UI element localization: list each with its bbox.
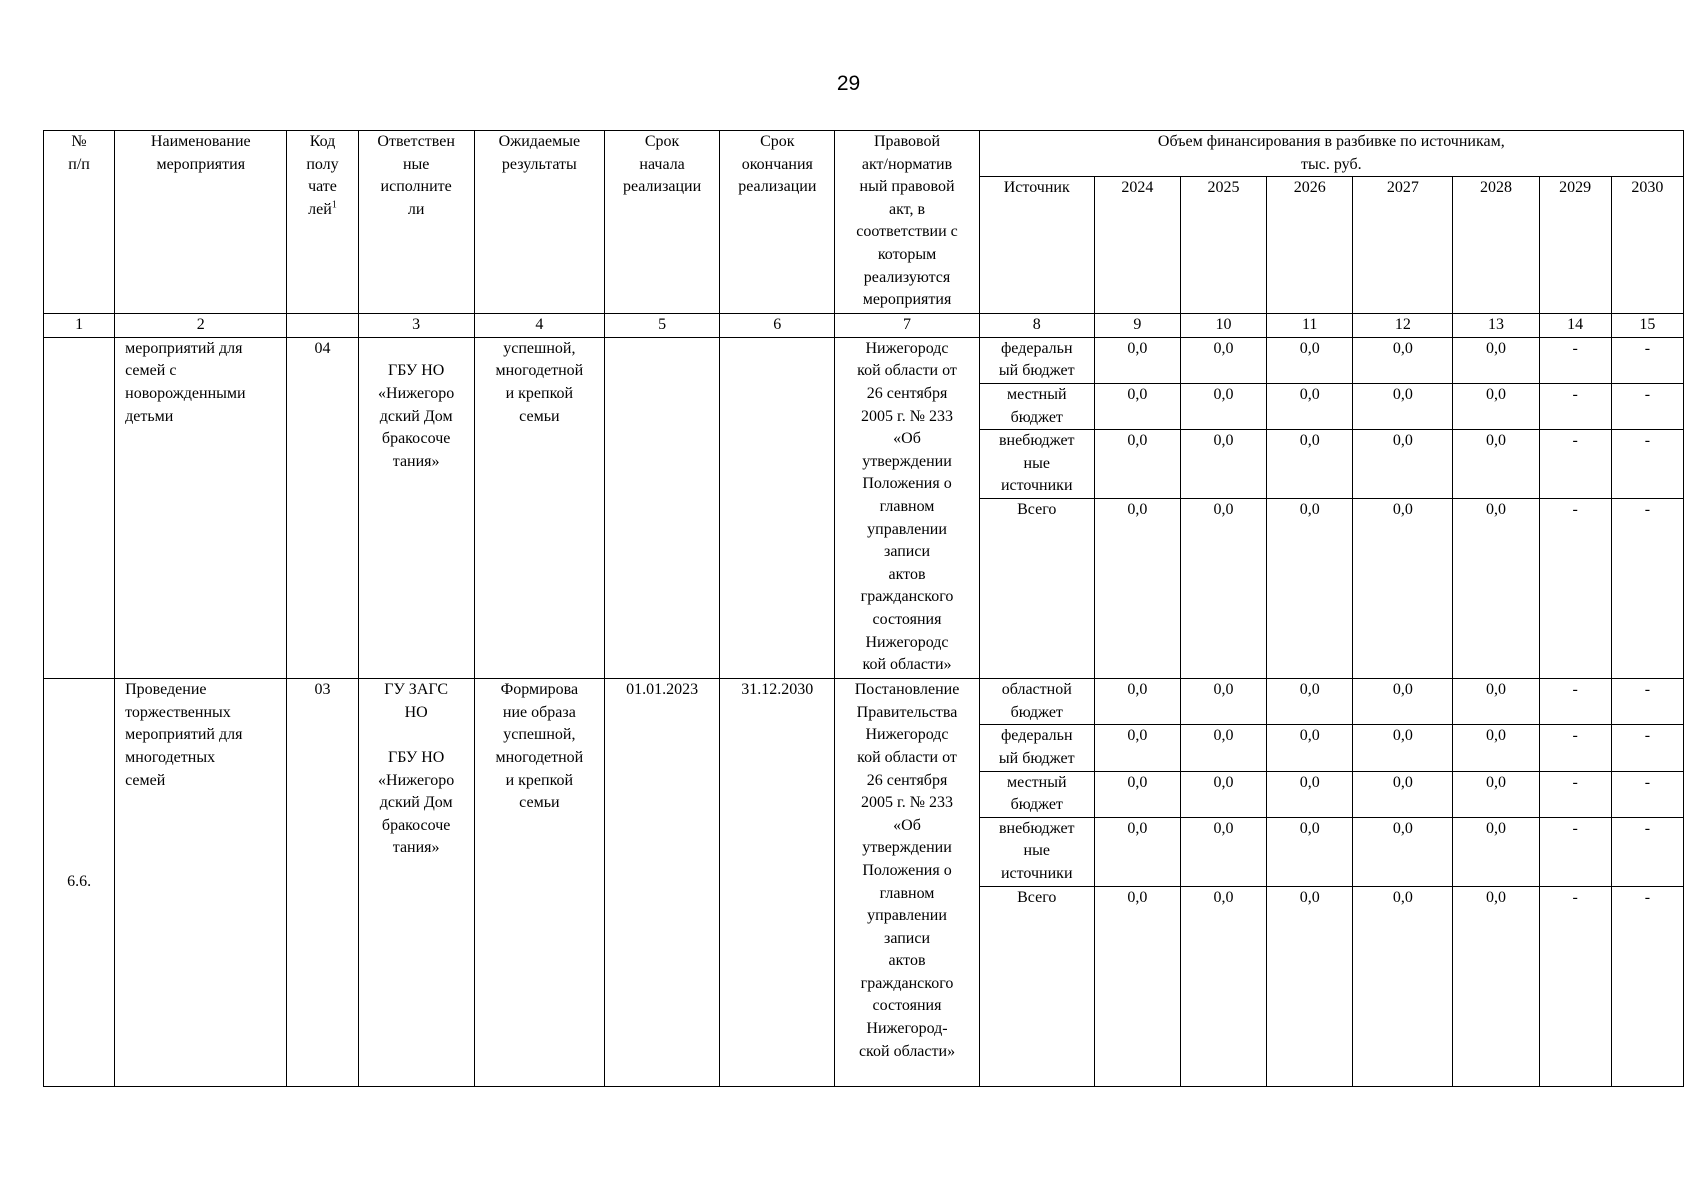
value-cell: -: [1611, 771, 1683, 817]
value-cell: 0,0: [1353, 817, 1453, 886]
source-name: областной бюджет: [979, 679, 1094, 725]
value-cell: 0,0: [1180, 499, 1266, 679]
row2-num: 6.6.: [44, 679, 115, 1087]
header-code-text: Код полу чате лей: [306, 133, 339, 218]
column-number: 10: [1180, 314, 1266, 338]
value-cell: -: [1539, 725, 1611, 771]
header-legal-act: Правовой акт/норматив ный правовой акт, в соответствии с которым реализуются мероприятия: [835, 131, 979, 314]
value-cell: 0,0: [1094, 817, 1180, 886]
value-cell: 0,0: [1453, 499, 1539, 679]
source-name: местный бюджет: [979, 771, 1094, 817]
value-cell: -: [1611, 430, 1683, 499]
value-cell: 0,0: [1267, 725, 1353, 771]
value-cell: -: [1611, 886, 1683, 1086]
value-cell: -: [1539, 771, 1611, 817]
header-num: № п/п: [44, 131, 115, 314]
value-cell: 0,0: [1267, 886, 1353, 1086]
header-funding: Объем финансирования в разбивке по источникам, тыс. руб.: [979, 131, 1683, 177]
value-cell: 0,0: [1094, 383, 1180, 429]
value-cell: 0,0: [1453, 886, 1539, 1086]
row1-code: 04: [287, 337, 358, 678]
value-cell: 0,0: [1453, 725, 1539, 771]
header-name: Наименование мероприятия: [115, 131, 287, 314]
column-number: 6: [720, 314, 835, 338]
value-cell: 0,0: [1180, 430, 1266, 499]
row2-end: 31.12.2030: [720, 679, 835, 1087]
header-code-footnote: 1: [331, 199, 337, 211]
header-source: Источник: [979, 177, 1094, 314]
header-start: Срок начала реализации: [604, 131, 719, 314]
value-cell: 0,0: [1180, 725, 1266, 771]
value-cell: -: [1539, 337, 1611, 383]
value-cell: -: [1539, 383, 1611, 429]
value-cell: 0,0: [1353, 886, 1453, 1086]
value-cell: 0,0: [1353, 337, 1453, 383]
value-cell: 0,0: [1094, 725, 1180, 771]
column-number: 15: [1611, 314, 1683, 338]
column-number: 3: [358, 314, 474, 338]
header-year: 2030: [1611, 177, 1683, 314]
source-name: федеральн ый бюджет: [979, 337, 1094, 383]
value-cell: 0,0: [1180, 383, 1266, 429]
value-cell: 0,0: [1353, 383, 1453, 429]
source-name: Всего: [979, 886, 1094, 1086]
value-cell: -: [1611, 337, 1683, 383]
value-cell: 0,0: [1453, 337, 1539, 383]
value-cell: 0,0: [1180, 679, 1266, 725]
value-cell: -: [1611, 725, 1683, 771]
value-cell: -: [1611, 383, 1683, 429]
row1-end: [720, 337, 835, 678]
value-cell: 0,0: [1180, 771, 1266, 817]
source-name: Всего: [979, 499, 1094, 679]
row2-start: 01.01.2023: [604, 679, 719, 1087]
header-year: 2029: [1539, 177, 1611, 314]
value-cell: -: [1539, 886, 1611, 1086]
column-number: 9: [1094, 314, 1180, 338]
table-row: [44, 679, 1684, 725]
header-year: 2024: [1094, 177, 1180, 314]
value-cell: 0,0: [1267, 337, 1353, 383]
column-number: 5: [604, 314, 719, 338]
row2-results: Формирова ние образа успешной, многодетной и крепкой семьи: [474, 679, 604, 1087]
value-cell: 0,0: [1353, 499, 1453, 679]
source-name: внебюджет ные источники: [979, 430, 1094, 499]
row2-responsible: ГУ ЗАГС НО ГБУ НО «Нижегоро дский Дом бракосоче тания»: [358, 679, 474, 1087]
row1-start: [604, 337, 719, 678]
header-results: Ожидаемые результаты: [474, 131, 604, 314]
value-cell: 0,0: [1453, 817, 1539, 886]
value-cell: -: [1611, 679, 1683, 725]
value-cell: 0,0: [1453, 771, 1539, 817]
column-number: 1: [44, 314, 115, 338]
row1-name: мероприятий для семей с новорожденными детьми: [115, 337, 287, 678]
column-number: 11: [1267, 314, 1353, 338]
value-cell: 0,0: [1267, 383, 1353, 429]
value-cell: 0,0: [1453, 679, 1539, 725]
value-cell: -: [1539, 499, 1611, 679]
value-cell: -: [1539, 817, 1611, 886]
table-row: [44, 337, 1684, 383]
header-year: 2028: [1453, 177, 1539, 314]
row1-legal-act: Нижегородс кой области от 26 сентября 2005 г. № 233 «Об утверждении Положения о главном управлении записи актов гражданского состояния Нижегородс кой области»: [835, 337, 979, 678]
column-number: 14: [1539, 314, 1611, 338]
header-year: 2026: [1267, 177, 1353, 314]
value-cell: -: [1611, 499, 1683, 679]
value-cell: 0,0: [1267, 817, 1353, 886]
value-cell: -: [1539, 430, 1611, 499]
value-cell: 0,0: [1180, 817, 1266, 886]
header-end: Срок окончания реализации: [720, 131, 835, 314]
column-number-row: [44, 314, 1684, 338]
value-cell: 0,0: [1180, 337, 1266, 383]
value-cell: 0,0: [1453, 430, 1539, 499]
value-cell: 0,0: [1267, 679, 1353, 725]
value-cell: 0,0: [1353, 430, 1453, 499]
column-number: 12: [1353, 314, 1453, 338]
column-number: [287, 314, 358, 338]
activities-table: [43, 130, 1684, 1087]
value-cell: 0,0: [1353, 771, 1453, 817]
value-cell: 0,0: [1094, 886, 1180, 1086]
value-cell: 0,0: [1180, 886, 1266, 1086]
value-cell: 0,0: [1353, 679, 1453, 725]
page-number: 29: [836, 72, 861, 95]
source-name: внебюджет ные источники: [979, 817, 1094, 886]
value-cell: -: [1539, 679, 1611, 725]
source-name: местный бюджет: [979, 383, 1094, 429]
row1-results: успешной, многодетной и крепкой семьи: [474, 337, 604, 678]
column-number: 13: [1453, 314, 1539, 338]
value-cell: 0,0: [1267, 771, 1353, 817]
header-responsible: Ответствен ные исполните ли: [358, 131, 474, 314]
value-cell: 0,0: [1094, 771, 1180, 817]
value-cell: -: [1611, 817, 1683, 886]
column-number: 4: [474, 314, 604, 338]
value-cell: 0,0: [1267, 430, 1353, 499]
value-cell: 0,0: [1094, 430, 1180, 499]
row2-legal-act: Постановление Правительства Нижегородс кой области от 26 сентября 2005 г. № 233 «Об утверждении Положения о главном управлении записи актов гражданского состояния Нижегород- ской области»: [835, 679, 979, 1087]
header-year: 2025: [1180, 177, 1266, 314]
row2-code: 03: [287, 679, 358, 1087]
column-number: 2: [115, 314, 287, 338]
header-year: 2027: [1353, 177, 1453, 314]
column-number: 7: [835, 314, 979, 338]
value-cell: 0,0: [1094, 499, 1180, 679]
value-cell: 0,0: [1094, 337, 1180, 383]
header-code: [287, 131, 358, 314]
row1-num: [44, 337, 115, 678]
value-cell: 0,0: [1353, 725, 1453, 771]
row1-responsible: ГБУ НО «Нижегоро дский Дом бракосоче тания»: [358, 337, 474, 678]
column-number: 8: [979, 314, 1094, 338]
value-cell: 0,0: [1267, 499, 1353, 679]
source-name: федеральн ый бюджет: [979, 725, 1094, 771]
value-cell: 0,0: [1094, 679, 1180, 725]
row2-name: Проведение торжественных мероприятий для многодетных семей: [115, 679, 287, 1087]
value-cell: 0,0: [1453, 383, 1539, 429]
